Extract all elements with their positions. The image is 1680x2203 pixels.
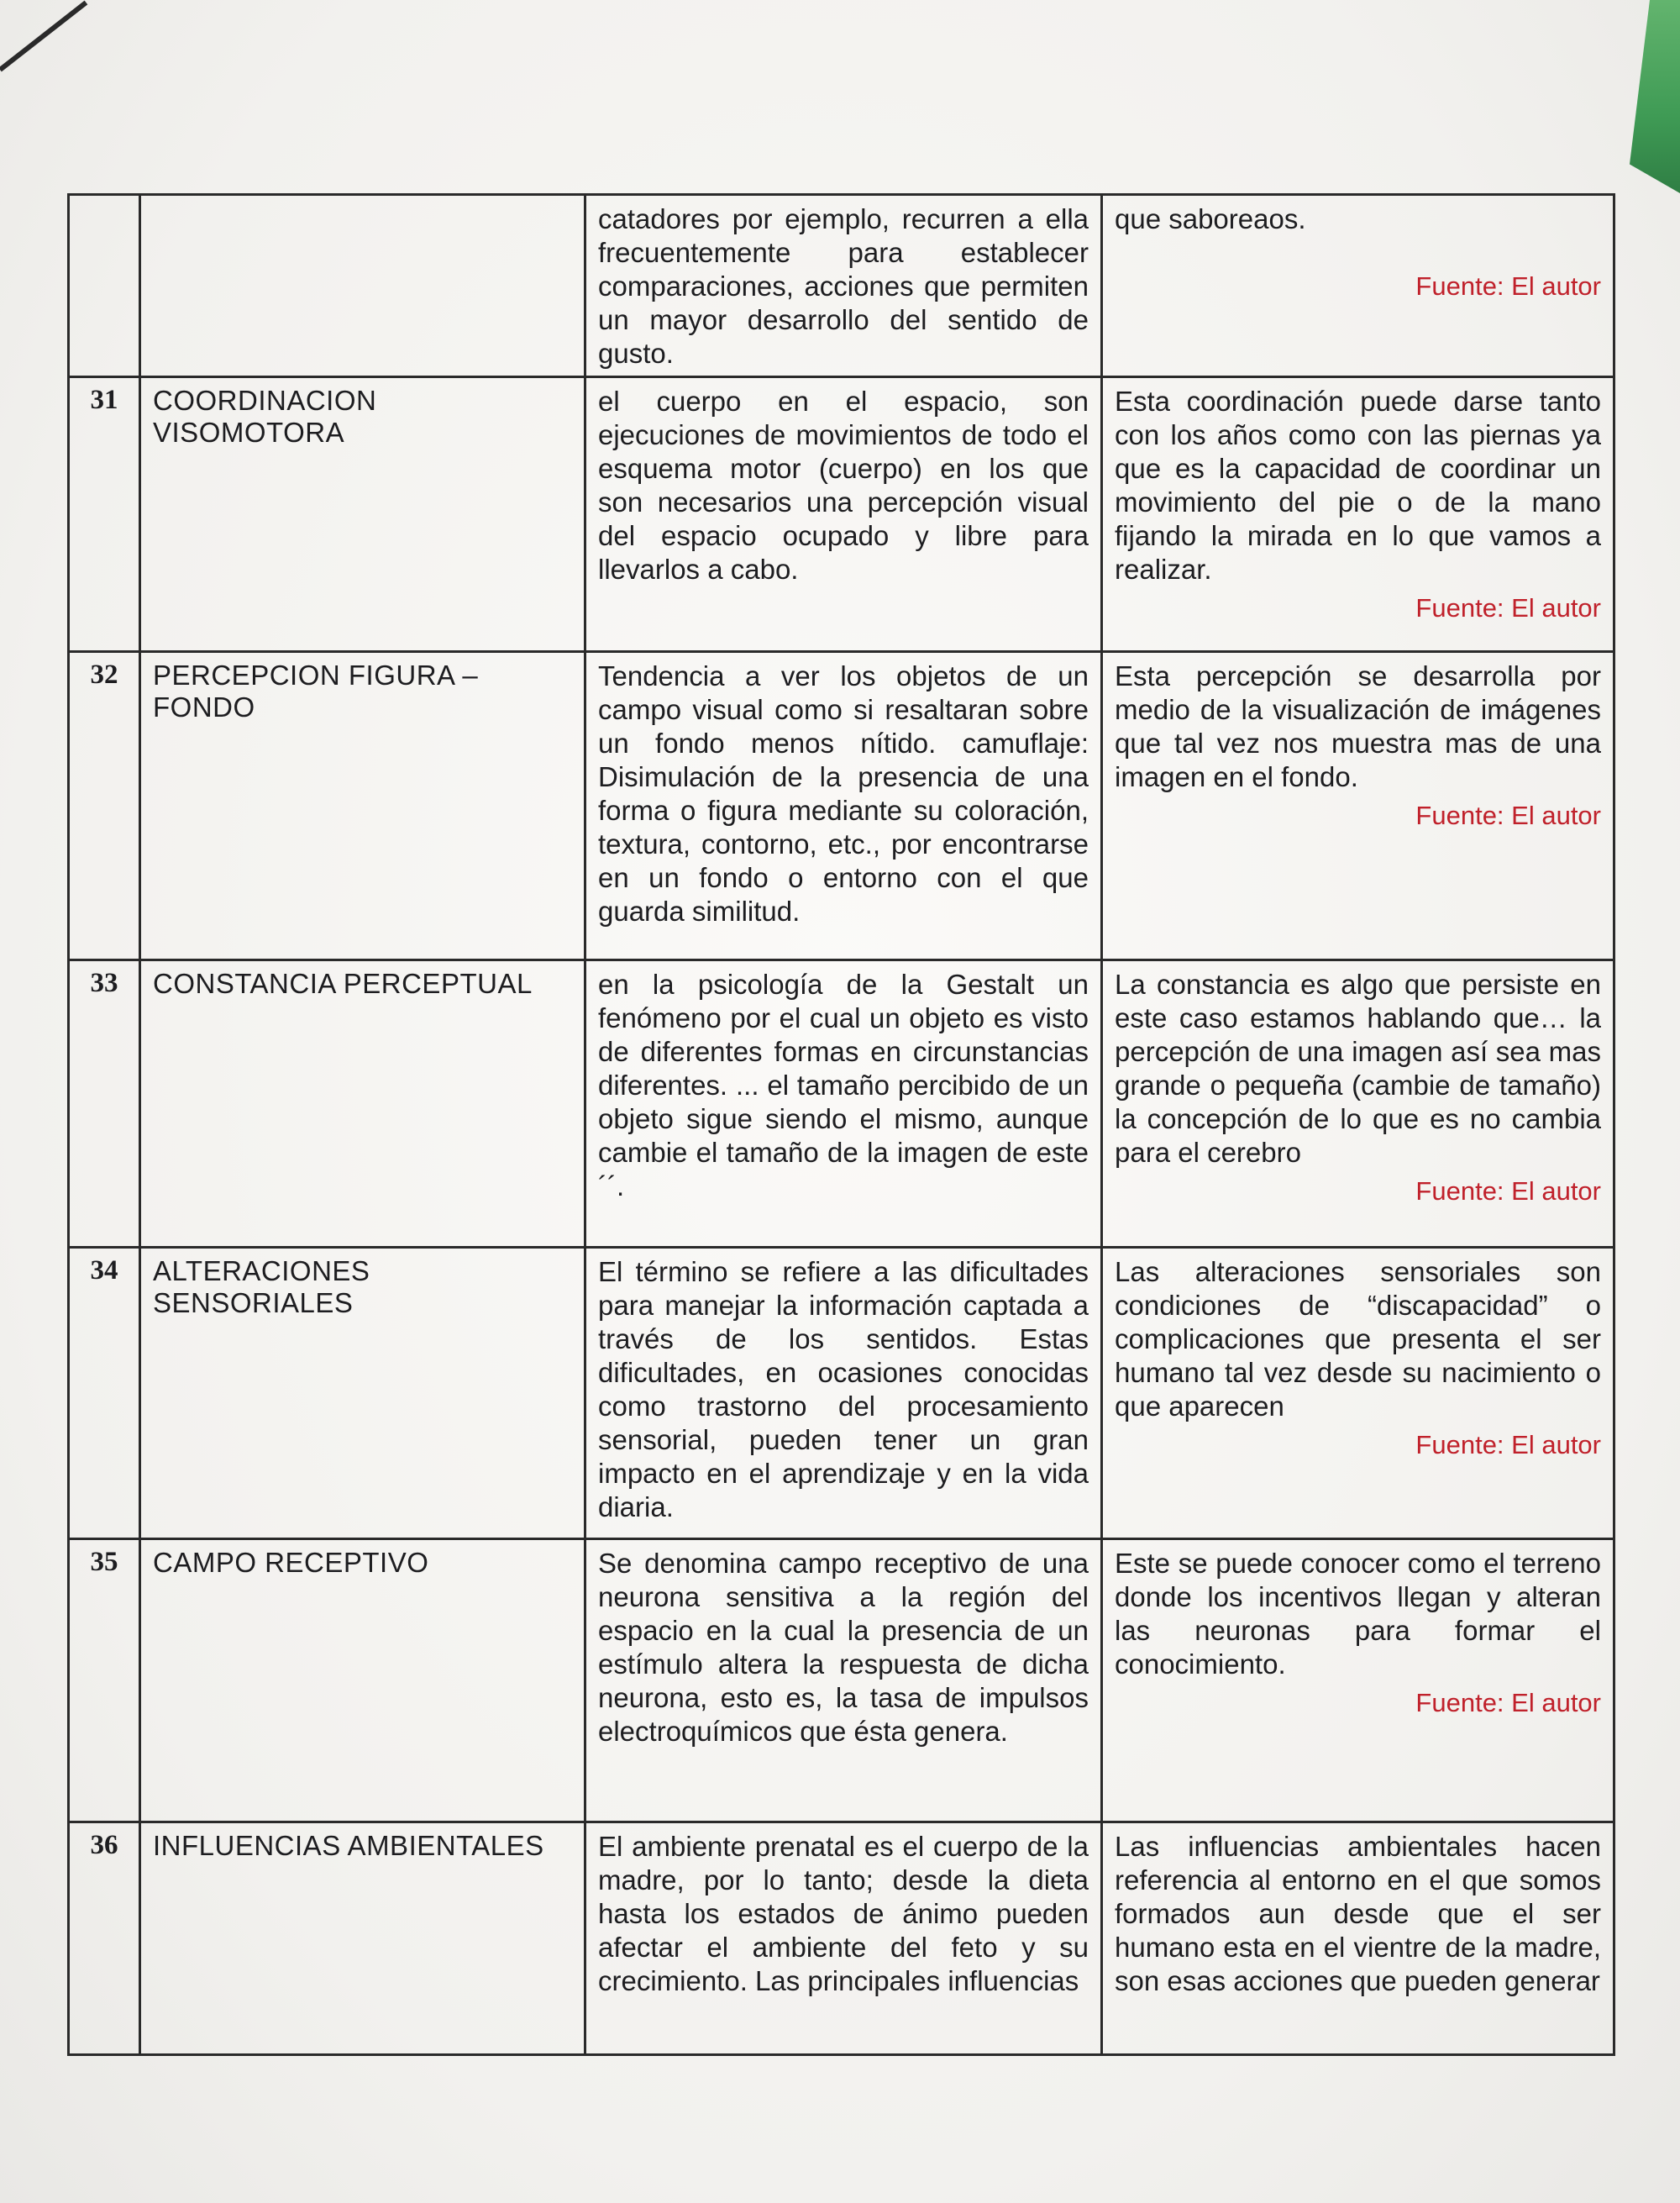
row-number: 32 [69,652,140,960]
source-label: Fuente: El autor [1415,1430,1601,1459]
term-cell: INFLUENCIAS AMBIENTALES [140,1822,585,2055]
source-label: Fuente: El autor [1415,1688,1601,1717]
comment-text: Este se puede conocer como el terreno donde los incentivos llegan y alteran las neuronas para formar el conocimiento. [1115,1548,1601,1680]
definition-cell: en la psicología de la Gestalt un fenómeno por el cual un objeto es visto de diferentes formas en circunstancias diferentes. ... el tamaño percibido de un objeto sigue siendo el mismo, aunque cambie el tamaño de la imagen de este´´. [585,960,1102,1248]
table-row [69,1822,1614,2055]
comment-cell [1102,960,1614,1248]
comment-text: Las influencias ambientales hacen referencia al entorno en el que somos formados aun desde que el ser humano esta en el vientre de la madre, son esas acciones que pueden generar [1115,1831,1601,1996]
comment-cell [1102,1539,1614,1822]
row-number: 36 [69,1822,140,2055]
comment-cell [1102,377,1614,652]
row-number [69,195,140,377]
comment-text: Las alteraciones sensoriales son condiciones de “discapacidad” o complicaciones que presenta el ser humano tal vez desde su nacimiento o que aparecen [1115,1256,1601,1422]
row-number: 33 [69,960,140,1248]
source-label: Fuente: El autor [1415,801,1601,830]
glossary-table [67,193,1615,2056]
term-cell: ALTERACIONES SENSORIALES [140,1248,585,1539]
definition-cell: El ambiente prenatal es el cuerpo de la madre, por lo tanto; desde la dieta hasta los estados de ánimo pueden afectar el ambiente del feto y su crecimiento. Las principales influencias [585,1822,1102,2055]
source-label: Fuente: El autor [1415,593,1601,623]
table-row [69,960,1614,1248]
row-number: 31 [69,377,140,652]
definition-cell: Tendencia a ver los objetos de un campo visual como si resaltaran sobre un fondo menos nítido. camuflaje: Disimulación de la presencia de una forma o figura mediante su coloración, textura, contorno, etc., por encontrarse en un fondo o entorno con el que guarda similitud. [585,652,1102,960]
table-row [69,1248,1614,1539]
source-label: Fuente: El autor [1415,1176,1601,1206]
comment-cell [1102,1822,1614,2055]
comment-cell [1102,1248,1614,1539]
comment-text: que saboreaos. [1115,203,1306,234]
table-row [69,195,1614,377]
table-row [69,652,1614,960]
comment-text: La constancia es algo que persiste en este caso estamos hablando que… la percepción de una imagen así sea mas grande o pequeña (cambie de tamaño) la concepción de lo que es no cambia para el cerebro [1115,969,1601,1168]
table-row [69,1539,1614,1822]
row-number: 35 [69,1539,140,1822]
row-number: 34 [69,1248,140,1539]
term-cell: COORDINACION VISOMOTORA [140,377,585,652]
definition-cell: catadores por ejemplo, recurren a ella frecuentemente para establecer comparaciones, acciones que permiten un mayor desarrollo del sentido de gusto. [585,195,1102,377]
term-cell: CAMPO RECEPTIVO [140,1539,585,1822]
comment-text: Esta percepción se desarrolla por medio de la visualización de imágenes que tal vez nos muestra mas de una imagen en el fondo. [1115,660,1601,792]
term-cell: PERCEPCION FIGURA – FONDO [140,652,585,960]
comment-cell [1102,195,1614,377]
table-row [69,377,1614,652]
definition-cell: el cuerpo en el espacio, son ejecuciones de movimientos de todo el esquema motor (cuerpo) en los que son necesarios una percepción visual del espacio ocupado y libre para llevarlos a cabo. [585,377,1102,652]
comment-cell [1102,652,1614,960]
definition-cell: El término se refiere a las dificultades para manejar la información captada a través de los sentidos. Estas dificultades, en ocasiones conocidas como trastorno del procesamiento sensorial, pueden tener un gran impacto en el aprendizaje y en la vida diaria. [585,1248,1102,1539]
comment-text: Esta coordinación puede darse tanto con los años como con las piernas ya que es la capacidad de coordinar un movimiento del pie o de la mano fijando la mirada en lo que vamos a realizar. [1115,386,1601,585]
term-cell [140,195,585,377]
term-cell: CONSTANCIA PERCEPTUAL [140,960,585,1248]
definition-cell: Se denomina campo receptivo de una neurona sensitiva a la región del espacio en la cual la presencia de un estímulo altera la respuesta de dicha neurona, esto es, la tasa de impulsos electroquímicos que ésta genera. [585,1539,1102,1822]
source-label: Fuente: El autor [1415,271,1601,301]
